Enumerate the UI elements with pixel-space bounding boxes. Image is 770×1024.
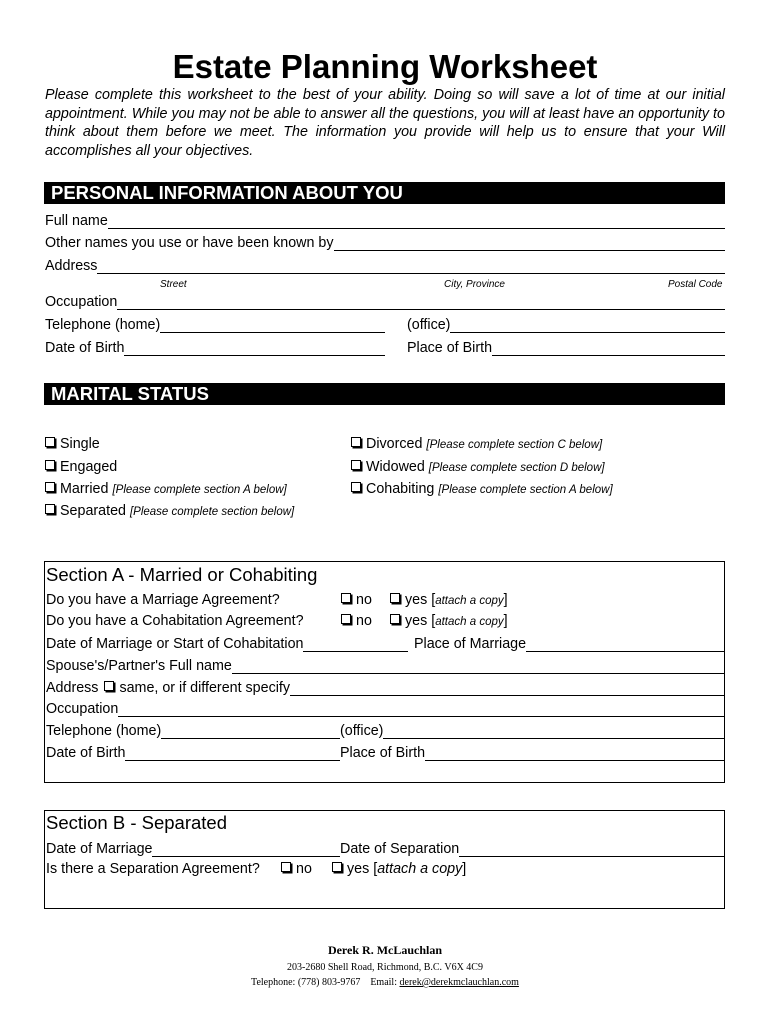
cohabiting-label: Cohabiting	[366, 481, 435, 497]
separated-checkbox[interactable]	[45, 504, 55, 514]
pob-label: Place of Birth	[407, 340, 493, 356]
separation-agreement-no[interactable]	[281, 861, 312, 877]
cohab-agreement-question: Do you have a Cohabitation Agreement?	[46, 613, 304, 629]
spouse-address-label: Address	[46, 680, 99, 696]
spouse-dob-line[interactable]	[125, 745, 340, 761]
single-checkbox[interactable]	[45, 437, 55, 447]
spouse-office-field[interactable]	[340, 721, 724, 739]
married-note: [Please complete section A below]	[112, 484, 287, 496]
cohabiting-checkbox[interactable]	[351, 482, 361, 492]
dob-line[interactable]	[124, 340, 385, 356]
office-label: (office)	[407, 317, 451, 333]
separation-agreement-yes[interactable]	[332, 861, 466, 877]
footer-address: 203-2680 Shell Road, Richmond, B.C. V6X 4C9	[287, 962, 483, 973]
separation-agreement-no-checkbox[interactable]	[281, 862, 291, 872]
engaged-checkbox[interactable]	[45, 460, 55, 470]
spouse-occupation-field[interactable]	[46, 699, 724, 717]
telephone-label: Telephone (home)	[45, 317, 161, 333]
date-of-separation-field[interactable]	[340, 839, 724, 857]
spouse-name-label: Spouse's/Partner's Full name	[46, 658, 232, 674]
occupation-line[interactable]	[117, 294, 725, 310]
separation-agreement-yes-checkbox[interactable]	[332, 862, 342, 872]
marital-status-heading: MARITAL STATUS	[44, 383, 725, 405]
separated-option[interactable]	[45, 503, 294, 519]
telephone-field[interactable]	[45, 315, 385, 333]
spouse-pob-label: Place of Birth	[340, 745, 426, 761]
separated-date-of-marriage-line[interactable]	[152, 841, 340, 857]
separation-agreement-question: Is there a Separation Agreement?	[46, 861, 260, 877]
attach-note: attach a copy	[435, 616, 504, 628]
footer-email-link[interactable]: derek@derekmclauchlan.com	[399, 977, 519, 988]
spouse-occupation-line[interactable]	[118, 701, 724, 717]
other-names-line[interactable]	[334, 235, 726, 251]
occupation-label: Occupation	[45, 294, 118, 310]
spouse-address-line[interactable]	[290, 680, 724, 696]
cohab-agreement-no-checkbox[interactable]	[341, 614, 351, 624]
widowed-checkbox[interactable]	[351, 460, 361, 470]
widowed-label: Widowed	[366, 459, 425, 475]
separated-date-of-marriage-label: Date of Marriage	[46, 841, 153, 857]
spouse-telephone-line[interactable]	[161, 723, 340, 739]
other-names-field[interactable]	[45, 233, 725, 251]
divorced-label: Divorced	[366, 436, 423, 452]
engaged-label: Engaged	[60, 459, 118, 475]
cohab-agreement-yes-checkbox[interactable]	[390, 614, 400, 624]
address-label: Address	[45, 258, 98, 274]
full-name-field[interactable]	[45, 211, 725, 229]
married-checkbox[interactable]	[45, 482, 55, 492]
cohab-agreement-no[interactable]	[341, 613, 372, 629]
footer-telephone: Telephone: (778) 803-9767	[251, 977, 361, 988]
date-of-marriage-line[interactable]	[303, 636, 408, 652]
no-label: no	[356, 613, 372, 629]
yes-label: yes	[405, 613, 428, 629]
separated-date-of-marriage-field[interactable]	[46, 839, 340, 857]
marriage-agreement-yes[interactable]	[390, 592, 508, 608]
separated-note: [Please complete section below]	[129, 506, 295, 518]
engaged-option[interactable]	[45, 459, 117, 475]
bracket-open: [	[431, 592, 436, 608]
married-option[interactable]	[45, 481, 287, 497]
separated-label: Separated	[60, 503, 126, 519]
cohab-agreement-yes[interactable]	[390, 613, 508, 629]
spouse-pob-field[interactable]	[340, 743, 724, 761]
full-name-label: Full name	[45, 213, 108, 229]
same-address-label: same, or if different specify	[119, 680, 291, 696]
spouse-office-label: (office)	[340, 723, 384, 739]
single-option[interactable]	[45, 436, 100, 452]
bracket-close: ]	[503, 613, 508, 629]
bracket-open: [	[431, 613, 436, 629]
spouse-name-line[interactable]	[232, 658, 724, 674]
footer-contact	[0, 977, 770, 988]
office-field[interactable]	[407, 315, 725, 333]
attach-note: attach a copy	[435, 595, 504, 607]
personal-info-heading: PERSONAL INFORMATION ABOUT YOU	[44, 182, 725, 204]
attach-note: attach a copy	[377, 861, 463, 877]
occupation-field[interactable]	[45, 292, 725, 310]
same-address-checkbox[interactable]	[104, 681, 114, 691]
spouse-telephone-field[interactable]	[46, 721, 340, 739]
bracket-close: ]	[462, 861, 467, 877]
yes-label: yes	[405, 592, 428, 608]
spouse-telephone-label: Telephone (home)	[46, 723, 162, 739]
no-label: no	[356, 592, 372, 608]
spouse-dob-field[interactable]	[46, 743, 340, 761]
divorced-note: [Please complete section C below]	[426, 439, 603, 451]
spouse-name-field[interactable]	[46, 656, 724, 674]
pob-line[interactable]	[492, 340, 725, 356]
same-address-option[interactable]	[104, 680, 290, 696]
date-of-separation-line[interactable]	[459, 841, 724, 857]
date-of-marriage-field[interactable]	[46, 634, 408, 652]
footer-name: Derek R. McLauchlan	[327, 943, 443, 957]
cohabiting-note: [Please complete section A below]	[438, 484, 613, 496]
intro-paragraph: Please complete this worksheet to the best of your ability. Doing so will save a lot of time at our initial appointment. While you may not be able to answer all the questions, you will at least have an opportunity to think about them before we meet. The information you provide will help us to ensure that your Will accomplishes all your objectives.	[45, 87, 725, 159]
pob-field[interactable]	[407, 338, 725, 356]
page-title: Estate Planning Worksheet	[172, 48, 598, 85]
divorced-option[interactable]	[351, 436, 602, 452]
spouse-pob-line[interactable]	[425, 745, 724, 761]
cohabiting-option[interactable]	[351, 481, 613, 497]
marriage-agreement-no[interactable]	[341, 592, 372, 608]
section-a-title: Section A - Married or Cohabiting	[46, 564, 318, 585]
telephone-line[interactable]	[160, 317, 385, 333]
no-label: no	[296, 861, 312, 877]
dob-field[interactable]	[45, 338, 385, 356]
yes-label: yes [	[347, 861, 378, 877]
dob-label: Date of Birth	[45, 340, 125, 356]
spouse-occupation-label: Occupation	[46, 701, 119, 717]
section-b-title: Section B - Separated	[46, 812, 227, 833]
date-of-separation-label: Date of Separation	[340, 841, 460, 857]
widowed-option[interactable]	[351, 459, 605, 475]
divorced-checkbox[interactable]	[351, 437, 361, 447]
place-of-marriage-label: Place of Marriage	[414, 636, 527, 652]
full-name-line[interactable]	[108, 213, 725, 229]
place-of-marriage-field[interactable]	[414, 634, 724, 652]
marriage-agreement-no-checkbox[interactable]	[341, 593, 351, 603]
married-label: Married	[60, 481, 109, 497]
office-line[interactable]	[450, 317, 725, 333]
footer-email-label: Email:	[370, 977, 397, 988]
widowed-note: [Please complete section D below]	[428, 462, 605, 474]
place-of-marriage-line[interactable]	[526, 636, 724, 652]
postal-caption: Postal Code	[668, 279, 723, 290]
marriage-agreement-yes-checkbox[interactable]	[390, 593, 400, 603]
spouse-address-field[interactable]	[46, 678, 724, 696]
other-names-label: Other names you use or have been known by	[45, 235, 334, 251]
marriage-agreement-question: Do you have a Marriage Agreement?	[46, 592, 280, 608]
address-line[interactable]	[97, 258, 725, 274]
city-caption: City, Province	[444, 279, 505, 290]
spouse-dob-label: Date of Birth	[46, 745, 126, 761]
bracket-close: ]	[503, 592, 508, 608]
address-field[interactable]	[45, 256, 725, 274]
date-of-marriage-label: Date of Marriage or Start of Cohabitation	[46, 636, 304, 652]
spouse-office-line[interactable]	[383, 723, 724, 739]
single-label: Single	[60, 436, 100, 452]
street-caption: Street	[160, 279, 187, 290]
